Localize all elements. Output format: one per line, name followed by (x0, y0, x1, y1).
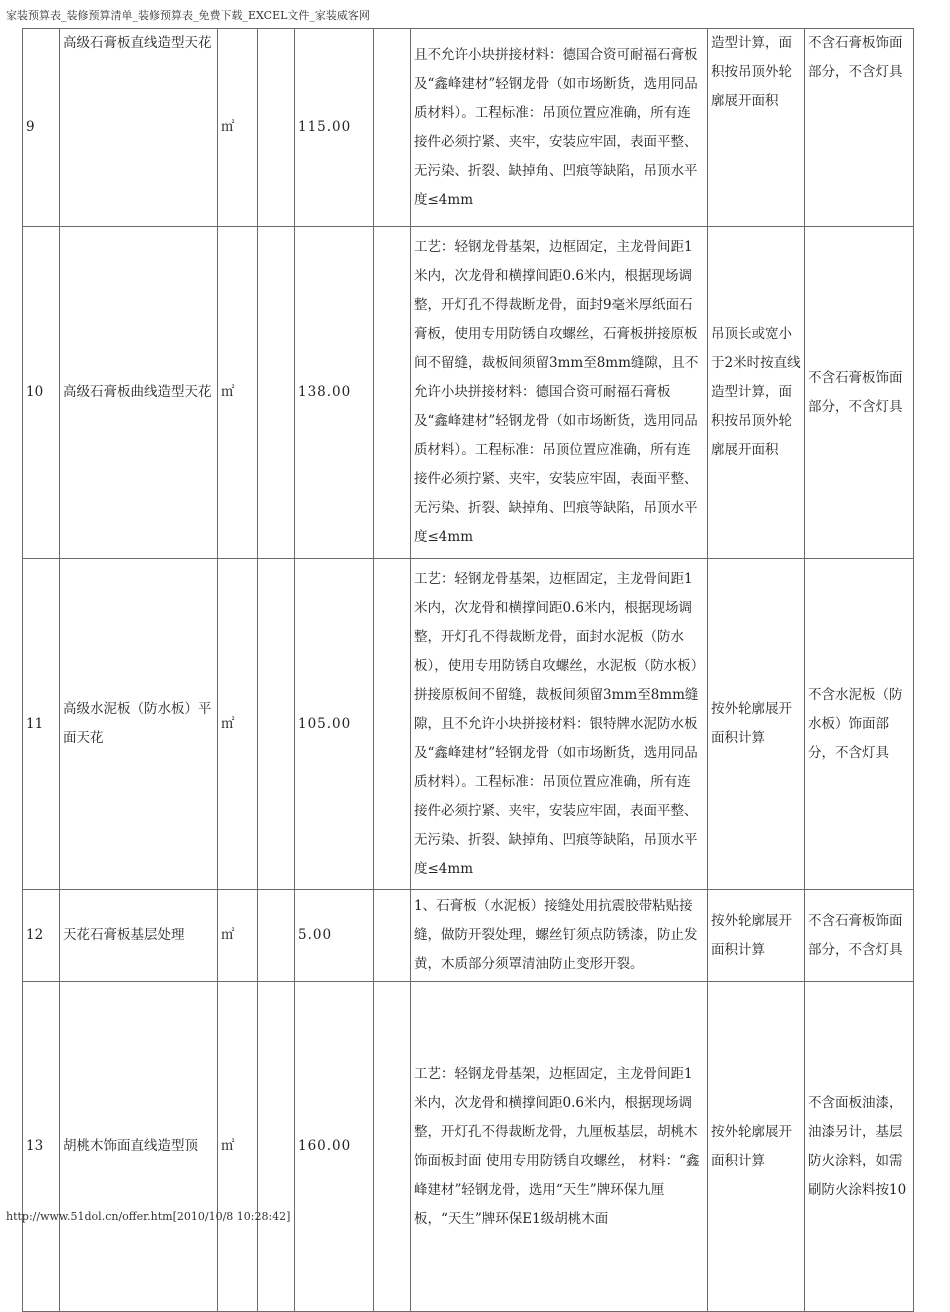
item-note: 不含石膏板饰面部分，不含灯具 (805, 29, 914, 227)
item-amount (374, 559, 411, 890)
item-price: 115.00 (295, 29, 374, 227)
row-number: 10 (23, 227, 60, 559)
item-name: 天花石膏板基层处理 (60, 890, 218, 982)
row-number: 13 (23, 982, 60, 1312)
table-row (23, 29, 914, 227)
item-note: 不含水泥板（防水板）饰面部分，不含灯具 (805, 559, 914, 890)
item-calculation: 按外轮廓展开面积计算 (708, 890, 805, 982)
budget-table (22, 28, 914, 1312)
item-quantity (258, 227, 295, 559)
item-quantity (258, 29, 295, 227)
item-name: 高级石膏板直线造型天花 (60, 29, 218, 227)
item-note: 不含面板油漆，油漆另计，基层防火涂料，如需刷防火涂料按10 (805, 982, 914, 1312)
item-price: 138.00 (295, 227, 374, 559)
item-name: 高级石膏板曲线造型天花 (60, 227, 218, 559)
item-amount (374, 982, 411, 1312)
item-quantity (258, 890, 295, 982)
item-amount (374, 890, 411, 982)
row-number: 12 (23, 890, 60, 982)
item-calculation: 按外轮廓展开面积计算 (708, 559, 805, 890)
table-row (23, 227, 914, 559)
item-unit: ㎡ (218, 890, 258, 982)
item-amount (374, 29, 411, 227)
item-unit: ㎡ (218, 559, 258, 890)
row-number: 9 (23, 29, 60, 227)
item-note: 不含石膏板饰面部分，不含灯具 (805, 890, 914, 982)
table-row (23, 982, 914, 1312)
item-description: 工艺：轻钢龙骨基架，边框固定，主龙骨间距1米内，次龙骨和横撑间距0.6米内，根据现场调整，开灯孔不得裁断龙骨，九厘板基层，胡桃木饰面板封面 使用专用防锈自攻螺丝， 材料：“鑫峰建材”轻钢龙骨，选用“天生”牌环保九厘板，“天生”牌环保E1级胡桃木面 (411, 982, 708, 1312)
item-price: 105.00 (295, 559, 374, 890)
item-description: 1、石膏板（水泥板）接缝处用抗震胶带粘贴接缝，做防开裂处理，螺丝钉须点防锈漆，防止发黄，木质部分须罩清油防止变形开裂。 (411, 890, 708, 982)
item-quantity (258, 559, 295, 890)
item-name: 胡桃木饰面直线造型顶 (60, 982, 218, 1312)
item-note: 不含石膏板饰面部分，不含灯具 (805, 227, 914, 559)
page-footer: http://www.51dol.cn/offer.htm[2010/10/8 10:28:42] (6, 1210, 291, 1223)
item-calculation: 按外轮廓展开面积计算 (708, 982, 805, 1312)
item-unit: ㎡ (218, 29, 258, 227)
item-description: 工艺：轻钢龙骨基架，边框固定，主龙骨间距1米内，次龙骨和横撑间距0.6米内，根据现场调整，开灯孔不得裁断龙骨，面封水泥板（防水板），使用专用防锈自攻螺丝，水泥板（防水板）拼接原板间不留缝，裁板间须留3mm至8mm缝隙，且不允许小块拼接材料：银特牌水泥防水板及“鑫峰建材”轻钢龙骨（如市场断货，选用同品质材料）。工程标准：吊顶位置应准确，所有连接件必须拧紧、夹牢，安装应牢固，表面平整、无污染、折裂、缺掉角、凹痕等缺陷，吊顶水平度≤4mm (411, 559, 708, 890)
item-unit: ㎡ (218, 227, 258, 559)
item-description: 工艺：轻钢龙骨基架，边框固定，主龙骨间距1米内，次龙骨和横撑间距0.6米内，根据现场调整，开灯孔不得裁断龙骨，面封9毫米厚纸面石膏板，使用专用防锈自攻螺丝，石膏板拼接原板间不留缝，裁板间须留3mm至8mm缝隙，且不允许小块拼接材料：德国合资可耐福石膏板及“鑫峰建材”轻钢龙骨（如市场断货，选用同品质材料）。工程标准：吊顶位置应准确，所有连接件必须拧紧、夹牢，安装应牢固，表面平整、无污染、折裂、缺掉角、凹痕等缺陷，吊顶水平度≤4mm (411, 227, 708, 559)
item-quantity (258, 982, 295, 1312)
item-description: 且不允许小块拼接材料：德国合资可耐福石膏板及“鑫峰建材”轻钢龙骨（如市场断货，选用同品质材料）。工程标准：吊顶位置应准确，所有连接件必须拧紧、夹牢，安装应牢固，表面平整、无污染、折裂、缺掉角、凹痕等缺陷，吊顶水平度≤4mm (411, 29, 708, 227)
item-name: 高级水泥板（防水板）平面天花 (60, 559, 218, 890)
item-calculation: 造型计算，面积按吊顶外轮廓展开面积 (708, 29, 805, 227)
item-unit: ㎡ (218, 982, 258, 1312)
item-amount (374, 227, 411, 559)
table-row (23, 890, 914, 982)
table-row (23, 559, 914, 890)
item-calculation: 吊顶长或宽小于2米时按直线造型计算，面积按吊顶外轮廓展开面积 (708, 227, 805, 559)
item-price: 160.00 (295, 982, 374, 1312)
row-number: 11 (23, 559, 60, 890)
page-header: 家装预算表_装修预算清单_装修预算表_免费下载_EXCEL文件_家装威客网 (6, 9, 370, 22)
item-price: 5.00 (295, 890, 374, 982)
